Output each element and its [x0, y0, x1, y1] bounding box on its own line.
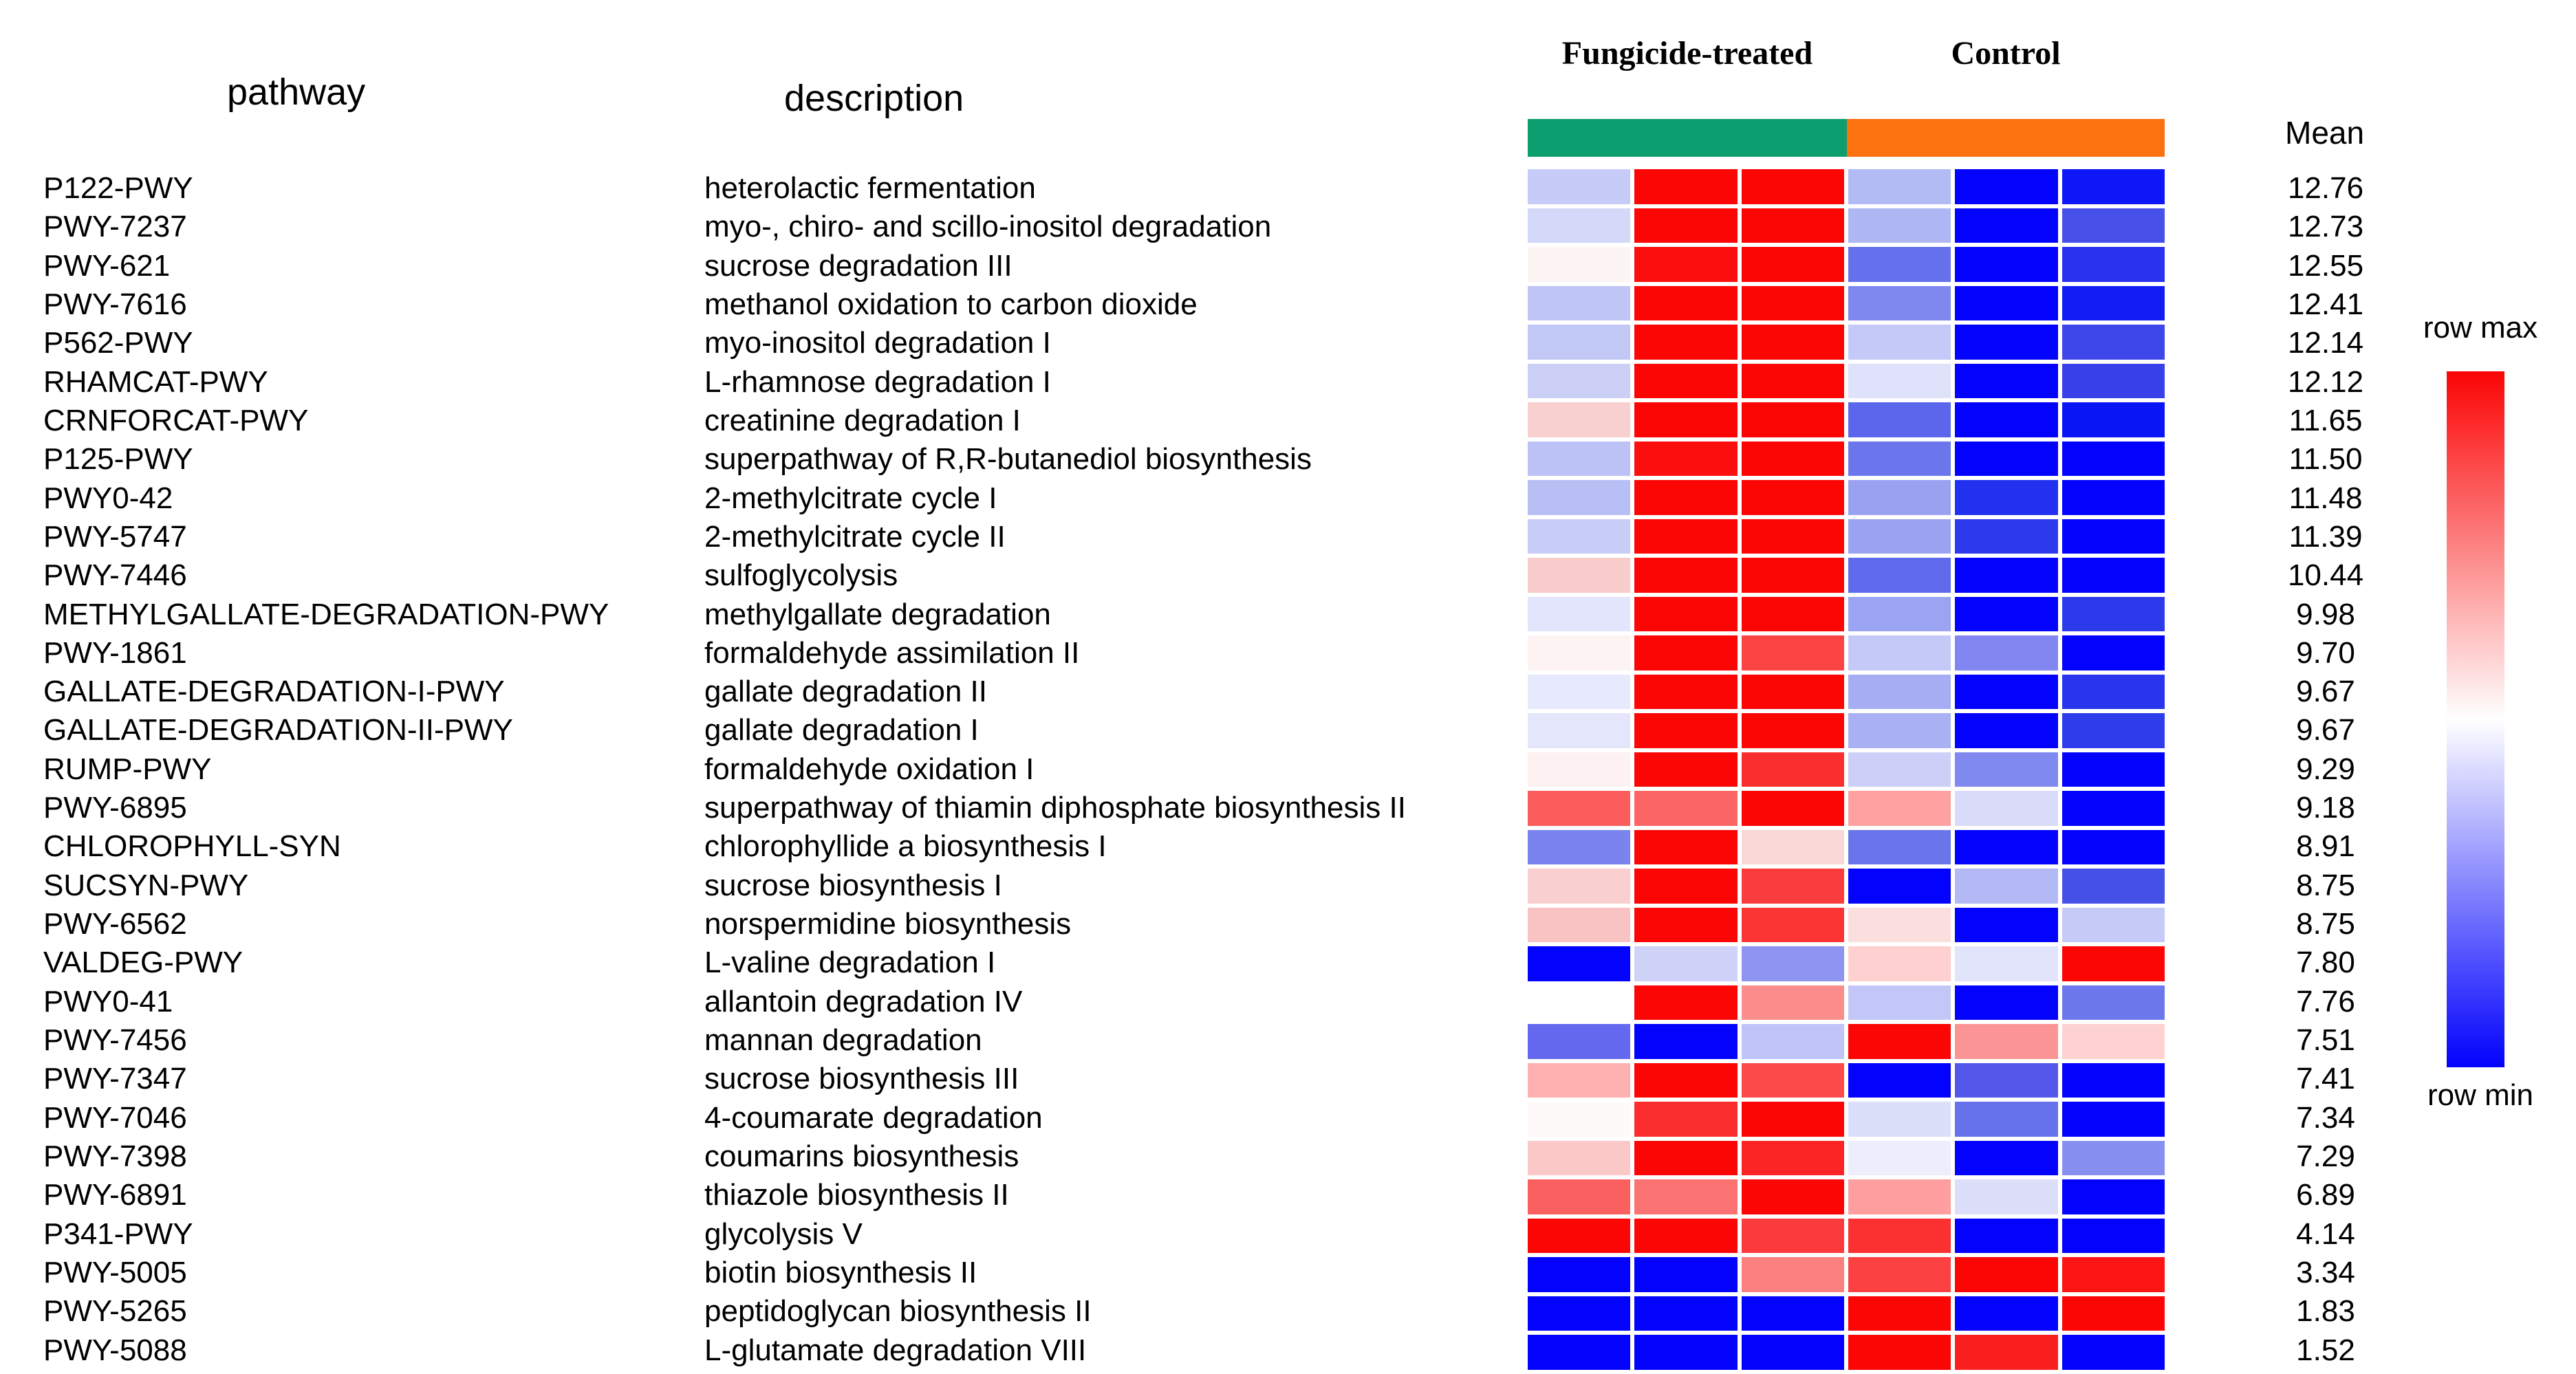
heatmap-cell — [1634, 908, 1737, 943]
heatmap-cell — [1528, 1257, 1630, 1292]
heatmap-cell — [1848, 169, 1951, 204]
heatmap-cell — [1955, 752, 2057, 787]
heatmap-cell — [1634, 1024, 1737, 1059]
heatmap-cell — [1848, 1219, 1951, 1254]
heatmap-cell — [1742, 480, 1844, 515]
heatmap-cell — [2062, 597, 2165, 632]
mean-value: 11.48 — [2288, 481, 2363, 515]
pathway-label: P122-PWY — [43, 171, 193, 205]
description-label: superpathway of thiamin diphosphate biosynthesis II — [704, 791, 1406, 825]
heatmap-cell — [1634, 286, 1737, 321]
heatmap-cell — [2062, 830, 2165, 865]
heatmap-cell — [1528, 325, 1630, 360]
heatmap-cell — [1955, 869, 2057, 904]
pathway-label: VALDEG-PWY — [43, 946, 243, 980]
heatmap-cell — [1742, 791, 1844, 826]
heatmap-cell — [1955, 441, 2057, 477]
heatmap-cell — [1955, 208, 2057, 243]
pathway-label: PWY-5265 — [43, 1294, 187, 1329]
heatmap-cell — [1848, 208, 1951, 243]
pathway-label: PWY-7347 — [43, 1062, 187, 1096]
heatmap-cell — [1528, 597, 1630, 632]
heatmap-cell — [1742, 1102, 1844, 1137]
heatmap-cell — [2062, 752, 2165, 787]
heatmap-cell — [1742, 597, 1844, 632]
description-label: peptidoglycan biosynthesis II — [704, 1294, 1092, 1329]
heatmap-cell — [1955, 364, 2057, 399]
heatmap-cell — [1848, 985, 1951, 1021]
description-label: 2-methylcitrate cycle I — [704, 481, 997, 515]
heatmap-cell — [1955, 597, 2057, 632]
mean-value: 6.89 — [2296, 1178, 2355, 1212]
heatmap-cell — [1848, 713, 1951, 748]
description-label: superpathway of R,R-butanediol biosynthesis — [704, 442, 1312, 477]
description-label: norspermidine biosynthesis — [704, 907, 1072, 941]
pathway-label: PWY-5005 — [43, 1255, 187, 1289]
heatmap-cell — [1742, 1257, 1844, 1292]
description-label: heterolactic fermentation — [704, 171, 1036, 205]
heatmap-cell — [1848, 480, 1951, 515]
description-label: coumarins biosynthesis — [704, 1139, 1019, 1173]
heatmap-cell — [1634, 402, 1737, 437]
pathway-label: METHYLGALLATE-DEGRADATION-PWY — [43, 597, 609, 631]
mean-value: 7.51 — [2296, 1023, 2355, 1058]
heatmap-cell — [1955, 908, 2057, 943]
heatmap-cell — [1955, 635, 2057, 670]
mean-value: 12.76 — [2287, 171, 2364, 205]
heatmap-cell — [1634, 364, 1737, 399]
description-label: formaldehyde assimilation II — [704, 635, 1080, 670]
mean-value: 8.91 — [2296, 829, 2355, 864]
description-label: methylgallate degradation — [704, 597, 1051, 631]
description-label: creatinine degradation I — [704, 403, 1021, 437]
heatmap-cell — [1528, 791, 1630, 826]
heatmap-cell — [2062, 675, 2165, 710]
heatmap-cell — [1634, 946, 1737, 981]
heatmap-cell — [1955, 791, 2057, 826]
heatmap-cell — [1528, 1179, 1630, 1214]
group-label-control: Control — [1951, 35, 2061, 72]
heatmap-cell — [1528, 635, 1630, 670]
heatmap-cell — [1955, 1257, 2057, 1292]
heatmap-cell — [1955, 1024, 2057, 1059]
heatmap-cell — [2062, 558, 2165, 593]
pathway-label: PWY-7446 — [43, 558, 187, 593]
heatmap-cell — [1742, 946, 1844, 981]
heatmap-cell — [2062, 169, 2165, 204]
description-column-header: description — [784, 78, 964, 119]
description-label: L-glutamate degradation VIII — [704, 1333, 1087, 1367]
heatmap-cell — [1634, 752, 1737, 787]
heatmap-cell — [1955, 286, 2057, 321]
pathway-label: CHLOROPHYLL-SYN — [43, 829, 341, 864]
heatmap-cell — [1528, 169, 1630, 204]
heatmap-cell — [1848, 402, 1951, 437]
heatmap-cell — [1528, 441, 1630, 477]
heatmap-cell — [1634, 1335, 1737, 1370]
heatmap-cell — [1634, 325, 1737, 360]
mean-value: 7.80 — [2296, 946, 2355, 980]
heatmap-cell — [2062, 908, 2165, 943]
heatmap-cell — [1528, 208, 1630, 243]
heatmap-cell — [2062, 946, 2165, 981]
description-labels-column — [704, 169, 1523, 1370]
heatmap-cell — [1955, 675, 2057, 710]
mean-value: 9.67 — [2296, 713, 2355, 748]
mean-value: 12.73 — [2287, 210, 2364, 244]
pathway-label: PWY-6562 — [43, 907, 187, 941]
heatmap-cell — [1742, 208, 1844, 243]
mean-value: 12.12 — [2287, 364, 2364, 399]
description-label: allantoin degradation IV — [704, 984, 1023, 1018]
description-label: chlorophyllide a biosynthesis I — [704, 829, 1107, 864]
heatmap-cell — [2062, 791, 2165, 826]
heatmap-cell — [1848, 946, 1951, 981]
heatmap-cell — [1742, 1296, 1844, 1331]
mean-value: 9.18 — [2296, 791, 2355, 825]
legend-row-min-label: row min — [2427, 1078, 2534, 1112]
heatmap-cell — [2062, 985, 2165, 1021]
pathway-label: RUMP-PWY — [43, 752, 212, 786]
heatmap-cell — [1634, 558, 1737, 593]
heatmap-cell — [1955, 1335, 2057, 1370]
description-label: sucrose biosynthesis I — [704, 868, 1002, 902]
mean-values-column — [2285, 169, 2366, 1370]
heatmap-cell — [1634, 480, 1737, 515]
heatmap-cell — [1848, 752, 1951, 787]
description-label: sucrose degradation III — [704, 248, 1013, 283]
heatmap-cell — [1848, 1335, 1951, 1370]
heatmap-cell — [1848, 908, 1951, 943]
pathway-column-header: pathway — [227, 72, 366, 113]
heatmap-cell — [1634, 1219, 1737, 1254]
heatmap-cell — [1742, 908, 1844, 943]
heatmap-cell — [1634, 247, 1737, 282]
pathway-label: RHAMCAT-PWY — [43, 364, 268, 399]
mean-value: 1.83 — [2296, 1294, 2355, 1329]
description-label: formaldehyde oxidation I — [704, 752, 1035, 786]
heatmap-cell — [1742, 558, 1844, 593]
legend-colorbar — [2447, 371, 2504, 1067]
mean-value: 9.98 — [2296, 597, 2355, 631]
mean-value: 12.14 — [2287, 326, 2364, 360]
heatmap-cell — [1955, 946, 2057, 981]
heatmap-cell — [1848, 675, 1951, 710]
mean-value: 1.52 — [2296, 1333, 2355, 1367]
heatmap-cell — [1742, 441, 1844, 477]
heatmap-cell — [1742, 1063, 1844, 1098]
heatmap-cell — [1955, 402, 2057, 437]
mean-value: 9.70 — [2296, 635, 2355, 670]
heatmap-cell — [1742, 635, 1844, 670]
description-label: glycolysis V — [704, 1217, 863, 1251]
heatmap-grid — [1528, 169, 2165, 1370]
heatmap-cell — [1742, 713, 1844, 748]
heatmap-cell — [2062, 519, 2165, 554]
heatmap-cell — [1955, 169, 2057, 204]
heatmap-cell — [1528, 713, 1630, 748]
mean-column-header: Mean — [2285, 115, 2365, 151]
heatmap-cell — [1528, 985, 1630, 1021]
heatmap-cell — [2062, 402, 2165, 437]
pathway-label: PWY-1861 — [43, 635, 187, 670]
mean-value: 9.29 — [2296, 752, 2355, 786]
heatmap-cell — [1848, 286, 1951, 321]
heatmap-cell — [1742, 519, 1844, 554]
heatmap-cell — [1528, 364, 1630, 399]
heatmap-cell — [1742, 402, 1844, 437]
pathway-label: GALLATE-DEGRADATION-II-PWY — [43, 713, 513, 748]
heatmap-cell — [1634, 1063, 1737, 1098]
heatmap-cell — [1955, 558, 2057, 593]
heatmap-cell — [2062, 1063, 2165, 1098]
heatmap-cell — [1955, 713, 2057, 748]
heatmap-cell — [1528, 1219, 1630, 1254]
heatmap-cell — [1528, 830, 1630, 865]
heatmap-cell — [2062, 480, 2165, 515]
heatmap-cell — [1528, 286, 1630, 321]
mean-value: 7.76 — [2296, 984, 2355, 1018]
heatmap-cell — [1742, 1219, 1844, 1254]
heatmap-cell — [1634, 208, 1737, 243]
heatmap-cell — [1742, 364, 1844, 399]
legend-row-max-label: row max — [2423, 311, 2538, 345]
heatmap-cell — [1955, 830, 2057, 865]
heatmap-cell — [1634, 1257, 1737, 1292]
heatmap-cell — [1848, 830, 1951, 865]
heatmap-cell — [1742, 1024, 1844, 1059]
heatmap-cell — [1634, 713, 1737, 748]
mean-value: 12.41 — [2287, 287, 2364, 321]
heatmap-cell — [1742, 1179, 1844, 1214]
heatmap-cell — [1955, 1141, 2057, 1176]
heatmap-cell — [1742, 169, 1844, 204]
pathway-label: PWY0-42 — [43, 481, 173, 515]
heatmap-cell — [1955, 1102, 2057, 1137]
heatmap-cell — [1848, 247, 1951, 282]
description-label: sucrose biosynthesis III — [704, 1062, 1019, 1096]
heatmap-cell — [2062, 364, 2165, 399]
heatmap-cell — [1528, 1335, 1630, 1370]
heatmap-cell — [1848, 1063, 1951, 1098]
description-label: myo-, chiro- and scillo-inositol degradation — [704, 210, 1272, 244]
heatmap-cell — [2062, 1335, 2165, 1370]
pathway-label: PWY0-41 — [43, 984, 173, 1018]
pathway-label: PWY-7237 — [43, 210, 187, 244]
heatmap-cell — [2062, 1257, 2165, 1292]
mean-value: 11.50 — [2288, 442, 2363, 477]
heatmap-cell — [1634, 1102, 1737, 1137]
pathway-label: PWY-5088 — [43, 1333, 187, 1367]
heatmap-cell — [1955, 480, 2057, 515]
heatmap-cell — [1848, 791, 1951, 826]
mean-value: 12.55 — [2287, 248, 2364, 283]
pathway-label: PWY-7046 — [43, 1100, 187, 1135]
description-label: gallate degradation I — [704, 713, 979, 748]
heatmap-cell — [1848, 1141, 1951, 1176]
heatmap-cell — [1634, 869, 1737, 904]
heatmap-cell — [2062, 286, 2165, 321]
heatmap-cell — [2062, 1296, 2165, 1331]
heatmap-cell — [1528, 752, 1630, 787]
heatmap-cell — [1848, 558, 1951, 593]
heatmap-cell — [1955, 519, 2057, 554]
heatmap-cell — [1742, 247, 1844, 282]
mean-value: 8.75 — [2296, 868, 2355, 902]
heatmap-cell — [1742, 1141, 1844, 1176]
heatmap-cell — [1528, 1063, 1630, 1098]
heatmap-cell — [1742, 869, 1844, 904]
pathway-label: PWY-7616 — [43, 287, 187, 321]
mean-value: 11.65 — [2288, 403, 2363, 437]
pathway-label: P341-PWY — [43, 1217, 193, 1251]
heatmap-cell — [2062, 1141, 2165, 1176]
heatmap-cell — [1848, 441, 1951, 477]
pathway-label: CRNFORCAT-PWY — [43, 403, 309, 437]
heatmap-cell — [1528, 480, 1630, 515]
heatmap-cell — [1528, 558, 1630, 593]
heatmap-cell — [1848, 597, 1951, 632]
heatmap-cell — [2062, 1102, 2165, 1137]
mean-value: 7.41 — [2296, 1062, 2355, 1096]
pathway-label: P562-PWY — [43, 326, 193, 360]
heatmap-cell — [1742, 830, 1844, 865]
heatmap-cell — [1742, 752, 1844, 787]
heatmap-cell — [1848, 1102, 1951, 1137]
heatmap-cell — [1742, 286, 1844, 321]
heatmap-cell — [1528, 1102, 1630, 1137]
control-group-bar — [1847, 119, 2165, 157]
heatmap-cell — [1528, 519, 1630, 554]
heatmap-cell — [1848, 1257, 1951, 1292]
pathway-label: PWY-6895 — [43, 791, 187, 825]
heatmap-cell — [1634, 830, 1737, 865]
heatmap-cell — [1848, 869, 1951, 904]
description-label: mannan degradation — [704, 1023, 982, 1058]
pathway-label: GALLATE-DEGRADATION-I-PWY — [43, 675, 505, 709]
description-label: L-valine degradation I — [704, 946, 996, 980]
heatmap-cell — [1634, 791, 1737, 826]
heatmap-cell — [1955, 1063, 2057, 1098]
mean-value: 4.14 — [2296, 1217, 2355, 1251]
heatmap-cell — [1634, 519, 1737, 554]
mean-value: 3.34 — [2296, 1255, 2355, 1289]
description-label: thiazole biosynthesis II — [704, 1178, 1009, 1212]
heatmap-cell — [1742, 325, 1844, 360]
group-label-fungicide: Fungicide-treated — [1561, 35, 1813, 72]
description-label: myo-inositol degradation I — [704, 326, 1051, 360]
heatmap-cell — [1634, 985, 1737, 1021]
heatmap-cell — [2062, 635, 2165, 670]
fungicide-group-bar — [1528, 119, 1847, 157]
heatmap-cell — [1634, 635, 1737, 670]
mean-value: 9.67 — [2296, 675, 2355, 709]
mean-value: 11.39 — [2288, 519, 2363, 554]
heatmap-cell — [2062, 713, 2165, 748]
description-label: gallate degradation II — [704, 675, 987, 709]
pathway-label: SUCSYN-PWY — [43, 868, 249, 902]
mean-value: 8.75 — [2296, 907, 2355, 941]
heatmap-cell — [1742, 675, 1844, 710]
heatmap-cell — [1634, 675, 1737, 710]
heatmap-cell — [1528, 247, 1630, 282]
pathway-label: PWY-5747 — [43, 519, 187, 554]
heatmap-cell — [2062, 1219, 2165, 1254]
description-label: biotin biosynthesis II — [704, 1255, 977, 1289]
heatmap-cell — [1955, 1219, 2057, 1254]
heatmap-cell — [1528, 402, 1630, 437]
heatmap-cell — [1528, 946, 1630, 981]
description-label: 2-methylcitrate cycle II — [704, 519, 1006, 554]
heatmap-cell — [1742, 985, 1844, 1021]
description-label: L-rhamnose degradation I — [704, 364, 1051, 399]
heatmap-cell — [1634, 1179, 1737, 1214]
heatmap-cell — [1955, 325, 2057, 360]
heatmap-cell — [2062, 325, 2165, 360]
heatmap-cell — [1528, 869, 1630, 904]
description-label: 4-coumarate degradation — [704, 1100, 1043, 1135]
mean-value: 7.34 — [2296, 1100, 2355, 1135]
heatmap-cell — [2062, 1024, 2165, 1059]
heatmap-cell — [1848, 364, 1951, 399]
heatmap-cell — [1848, 635, 1951, 670]
mean-value: 7.29 — [2296, 1139, 2355, 1173]
heatmap-cell — [1528, 675, 1630, 710]
heatmap-cell — [1742, 1335, 1844, 1370]
description-label: methanol oxidation to carbon dioxide — [704, 287, 1198, 321]
pathway-label: PWY-7456 — [43, 1023, 187, 1058]
heatmap-cell — [1955, 247, 2057, 282]
heatmap-cell — [1634, 441, 1737, 477]
mean-value: 10.44 — [2287, 558, 2364, 593]
heatmap-cell — [1528, 1296, 1630, 1331]
pathway-labels-column — [43, 169, 697, 1370]
heatmap-cell — [2062, 1179, 2165, 1214]
pathway-label: P125-PWY — [43, 442, 193, 477]
heatmap-cell — [1528, 1024, 1630, 1059]
heatmap-cell — [2062, 247, 2165, 282]
description-label: sulfoglycolysis — [704, 558, 898, 593]
heatmap-cell — [2062, 208, 2165, 243]
heatmap-cell — [1955, 985, 2057, 1021]
heatmap-cell — [1528, 1141, 1630, 1176]
heatmap-cell — [1528, 908, 1630, 943]
heatmap-cell — [1634, 1141, 1737, 1176]
heatmap-cell — [2062, 441, 2165, 477]
heatmap-cell — [1955, 1179, 2057, 1214]
heatmap-cell — [1634, 169, 1737, 204]
pathway-label: PWY-6891 — [43, 1178, 187, 1212]
heatmap-cell — [1848, 1179, 1951, 1214]
heatmap-cell — [1634, 597, 1737, 632]
heatmap-cell — [1848, 1024, 1951, 1059]
pathway-label: PWY-621 — [43, 248, 171, 283]
pathway-label: PWY-7398 — [43, 1139, 187, 1173]
heatmap-cell — [2062, 869, 2165, 904]
heatmap-cell — [1848, 519, 1951, 554]
heatmap-cell — [1634, 1296, 1737, 1331]
heatmap-cell — [1848, 325, 1951, 360]
heatmap-cell — [1848, 1296, 1951, 1331]
heatmap-cell — [1955, 1296, 2057, 1331]
